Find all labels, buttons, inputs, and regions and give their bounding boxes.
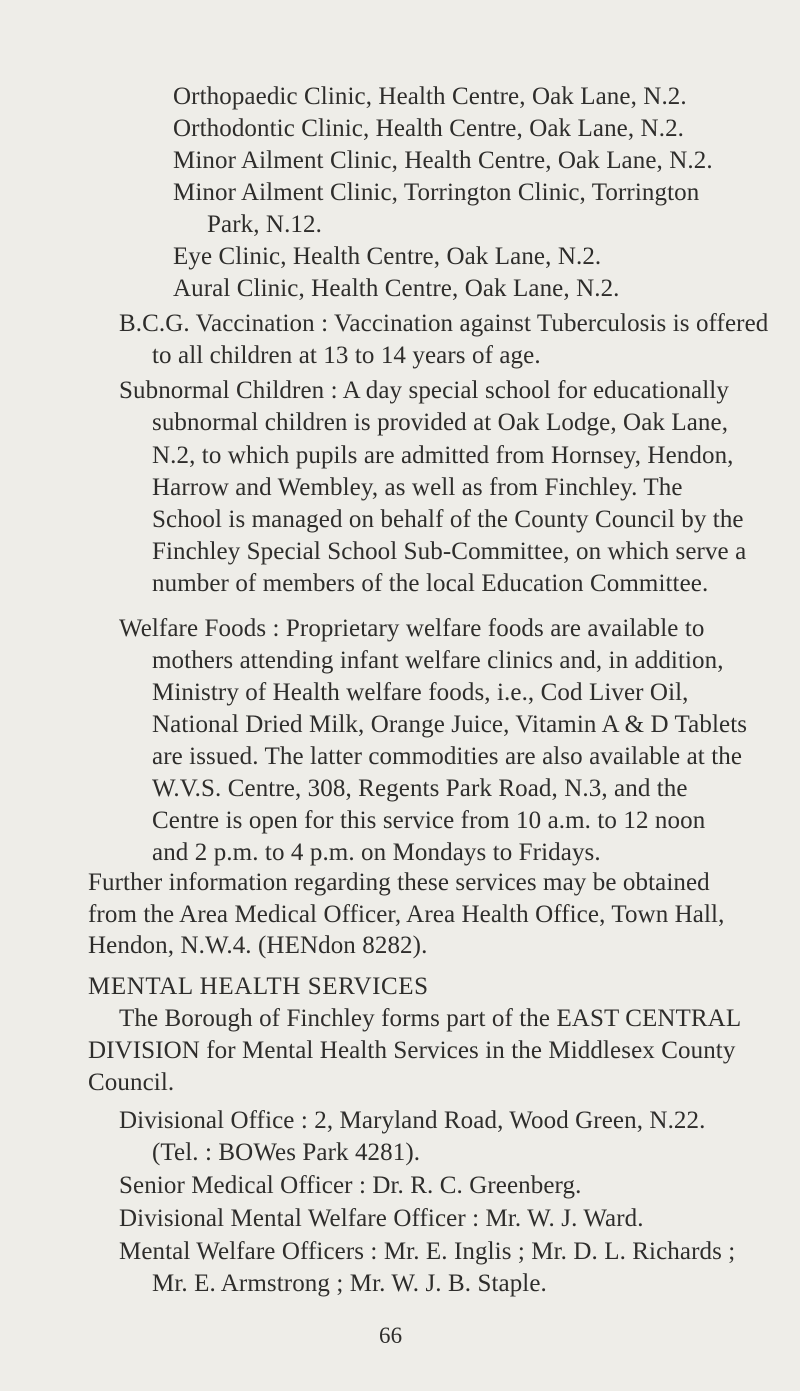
welfare-paragraph-line: Welfare Foods : Proprietary welfare foods are available to xyxy=(119,615,705,642)
mental-intro-line: DIVISION for Mental Health Services in the Middlesex County xyxy=(88,1037,736,1064)
welfare-paragraph-line: Ministry of Health welfare foods, i.e., Cod Liver Oil, xyxy=(152,679,689,706)
welfare-officers-cont: Mr. E. Armstrong ; Mr. W. J. B. Staple. xyxy=(152,1270,547,1297)
welfare-officers: Mental Welfare Officers : Mr. E. Inglis ; Mr. D. L. Richards ; xyxy=(119,1238,736,1265)
divisional-welfare-officer: Divisional Mental Welfare Officer : Mr. W. J. Ward. xyxy=(119,1205,644,1232)
welfare-paragraph-line: are issued. The latter commodities are also available at the xyxy=(152,743,743,770)
subnormal-paragraph-line: number of members of the local Education Committee. xyxy=(152,570,709,597)
subnormal-paragraph-line: Harrow and Wembley, as well as from Finchley. The xyxy=(152,474,683,501)
clinic-orthopaedic: Orthopaedic Clinic, Health Centre, Oak Lane, N.2. xyxy=(173,83,687,110)
subnormal-paragraph-line: Finchley Special School Sub-Committee, on which serve a xyxy=(152,538,747,565)
welfare-paragraph-line: and 2 p.m. to 4 p.m. on Mondays to Fridays. xyxy=(152,839,601,866)
subnormal-paragraph-line: N.2, to which pupils are admitted from Hornsey, Hendon, xyxy=(152,442,734,469)
divisional-office-phone: (Tel. : BOWes Park 4281). xyxy=(152,1139,421,1166)
clinic-orthodontic: Orthodontic Clinic, Health Centre, Oak Lane, N.2. xyxy=(173,115,685,142)
mental-intro-line: Council. xyxy=(88,1069,175,1096)
bcg-paragraph-line: B.C.G. Vaccination : Vaccination against Tuberculosis is offered xyxy=(119,310,769,337)
welfare-paragraph-line: Centre is open for this service from 10 a.m. to 12 noon xyxy=(152,807,706,834)
subnormal-paragraph-line: Subnormal Children : A day special school for educationally xyxy=(119,377,729,404)
divisional-office: Divisional Office : 2, Maryland Road, Wood Green, N.22. xyxy=(119,1107,706,1134)
welfare-paragraph-line: W.V.S. Centre, 308, Regents Park Road, N.3, and the xyxy=(152,775,688,802)
bcg-paragraph-line: to all children at 13 to 14 years of age. xyxy=(152,342,541,369)
further-info-line: Further information regarding these services may be obtained xyxy=(88,869,710,896)
clinic-aural: Aural Clinic, Health Centre, Oak Lane, N.2. xyxy=(173,275,620,302)
clinic-minor-ailment-oak-lane: Minor Ailment Clinic, Health Centre, Oak Lane, N.2. xyxy=(173,147,713,174)
senior-medical-officer: Senior Medical Officer : Dr. R. C. Greenberg. xyxy=(119,1172,582,1199)
section-heading: MENTAL HEALTH SERVICES xyxy=(88,973,429,1000)
page-number: 66 xyxy=(379,1323,403,1348)
mental-intro-line: The Borough of Finchley forms part of the EAST CENTRAL xyxy=(119,1005,742,1032)
clinic-eye: Eye Clinic, Health Centre, Oak Lane, N.2. xyxy=(173,243,602,270)
clinic-minor-ailment-torrington: Minor Ailment Clinic, Torrington Clinic, Torrington xyxy=(173,179,700,206)
subnormal-paragraph-line: School is managed on behalf of the County Council by the xyxy=(152,506,744,533)
further-info-line: from the Area Medical Officer, Area Health Office, Town Hall, xyxy=(88,901,725,928)
further-info-line: Hendon, N.W.4. (HENdon 8282). xyxy=(88,932,428,959)
subnormal-paragraph-line: subnormal children is provided at Oak Lodge, Oak Lane, xyxy=(152,409,729,436)
clinic-minor-ailment-torrington-cont: Park, N.12. xyxy=(207,211,322,238)
welfare-paragraph-line: mothers attending infant welfare clinics and, in addition, xyxy=(152,647,724,674)
welfare-paragraph-line: National Dried Milk, Orange Juice, Vitamin A & D Tablets xyxy=(152,711,748,738)
